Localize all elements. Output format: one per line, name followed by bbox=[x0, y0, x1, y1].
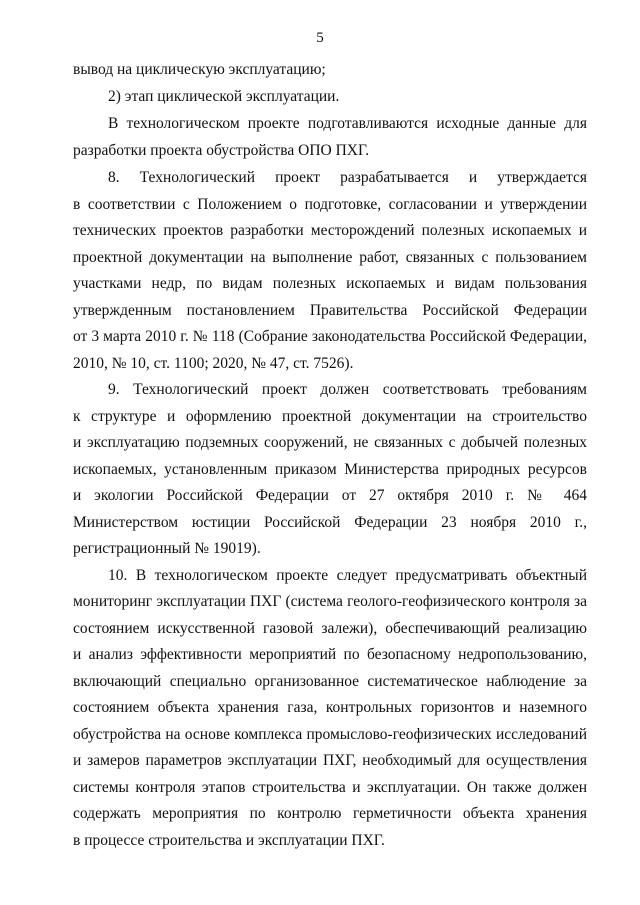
text-line: мониторинг эксплуатации ПХГ (система геолого-геофизического контроля за bbox=[73, 593, 587, 610]
text-line: утвержденным постановлением Правительства Российской Федерации bbox=[73, 302, 587, 319]
text-line: системы контроля этапов строительства и эксплуатации. Он также должен bbox=[73, 779, 587, 796]
text-line: и экологии Российской Федерации от 27 октября 2010 г. № 464 bbox=[73, 487, 587, 504]
text-line: ископаемых, установленным приказом Министерства природных ресурсов bbox=[73, 461, 587, 478]
text-line: от 3 марта 2010 г. № 118 (Собрание законодательства Российской Федерации, bbox=[73, 328, 587, 345]
text-line: состоянием искусственной газовой залежи), обеспечивающий реализацию bbox=[73, 620, 587, 637]
text-line: обустройства на основе комплекса промыслово-геофизических исследований bbox=[73, 726, 587, 743]
text-line: вывод на циклическую эксплуатацию; bbox=[73, 61, 326, 78]
text-line: технических проектов разработки месторождений полезных ископаемых и bbox=[73, 222, 587, 239]
text-line: 10. В технологическом проекте следует предусматривать объектный bbox=[108, 567, 587, 584]
text-line: Министерством юстиции Российской Федерации 23 ноября 2010 г., bbox=[73, 514, 587, 531]
text-line: 2) этап циклической эксплуатации. bbox=[108, 88, 340, 105]
text-line: 9. Технологический проект должен соответствовать требованиям bbox=[108, 381, 587, 398]
text-line: участками недр, по видам полезных ископаемых и видам пользования bbox=[73, 275, 587, 292]
text-line: в соответствии с Положением о подготовке, согласовании и утверждении bbox=[73, 196, 587, 213]
text-line: и замеров параметров эксплуатации ПХГ, необходимый для осуществления bbox=[73, 752, 587, 769]
page-number: 5 bbox=[316, 30, 324, 46]
text-line: включающий специально организованное систематическое наблюдение за bbox=[73, 673, 587, 690]
text-line: состоянием объекта хранения газа, контрольных горизонтов и наземного bbox=[73, 699, 587, 716]
text-line: 2010, № 10, ст. 1100; 2020, № 47, ст. 7526). bbox=[73, 355, 354, 372]
text-line: в процессе строительства и эксплуатации ПХГ. bbox=[73, 832, 385, 849]
text-line: регистрационный № 19019). bbox=[73, 540, 261, 557]
text-line: разработки проекта обустройства ОПО ПХГ. bbox=[73, 142, 370, 159]
text-line: содержать мероприятия по контролю герметичности объекта хранения bbox=[73, 805, 587, 822]
text-line: проектной документации на выполнение работ, связанных с пользованием bbox=[73, 249, 587, 266]
text-line: 8. Технологический проект разрабатывается и утверждается bbox=[108, 169, 587, 186]
text-line: к структуре и оформлению проектной документации на строительство bbox=[73, 408, 587, 425]
text-line: В технологическом проекте подготавливаются исходные данные для bbox=[108, 115, 587, 132]
text-line: и анализ эффективности мероприятий по безопасному недропользованию, bbox=[73, 646, 587, 663]
text-line: и эксплуатацию подземных сооружений, не связанных с добычей полезных bbox=[73, 434, 587, 451]
